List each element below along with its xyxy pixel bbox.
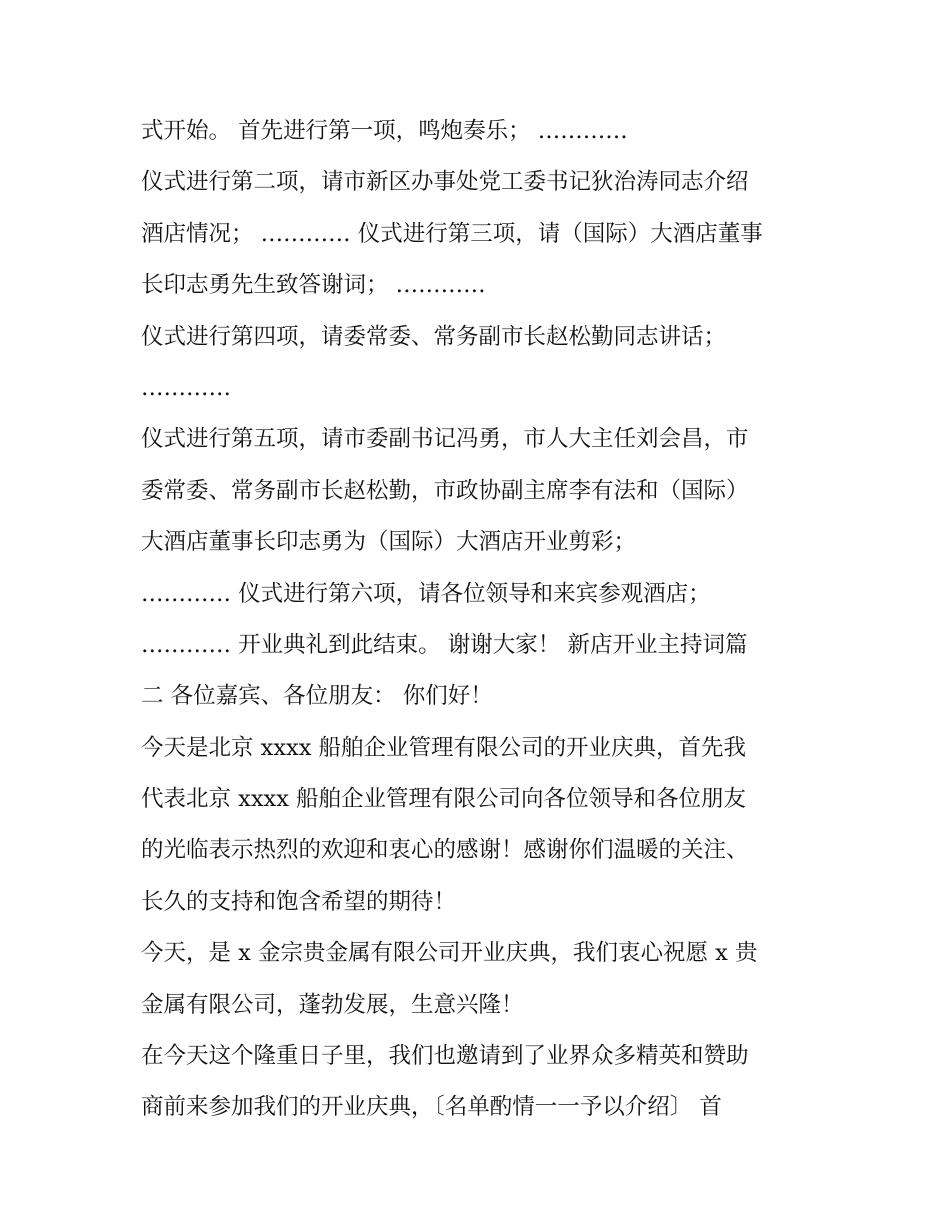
text-line: 商前来参加我们的开业庆典，〔名单酌情一一予以介绍〕 首: [141, 1094, 722, 1121]
text-line: ………… 开业典礼到此结束。 谢谢大家！ 新店开业主持词篇: [141, 631, 748, 658]
text-line: 仪式进行第二项，请市新区办事处党工委书记狄治涛同志介绍: [141, 169, 749, 196]
text-line: 长印志勇先生致答谢词； …………: [141, 272, 486, 299]
text-line: 酒店情况； ………… 仪式进行第三项，请（国际）大酒店董事: [141, 220, 763, 247]
text-line: 今天，是 x 金宗贵金属有限公司开业庆典，我们衷心祝愿 x 贵: [141, 940, 758, 967]
document-body: [141, 106, 821, 1134]
text-line: 代表北京 xxxx 船舶企业管理有限公司向各位领导和各位朋友: [141, 786, 747, 813]
text-line: 式开始。 首先进行第一项，鸣炮奏乐； …………: [141, 118, 628, 144]
text-line: 的光临表示热烈的欢迎和衷心的感谢！感谢你们温暖的关注、: [141, 837, 749, 864]
text-line: ………… 仪式进行第六项，请各位领导和来宾参观酒店；: [141, 580, 711, 607]
text-line: …………: [141, 374, 231, 401]
text-line: 金属有限公司，蓬勃发展，生意兴隆！: [141, 991, 524, 1018]
text-line: 在今天这个隆重日子里，我们也邀请到了业界众多精英和赞助: [141, 1043, 749, 1070]
text-line: 二 各位嘉宾、各位朋友： 你们好！: [141, 683, 493, 710]
text-line: 长久的支持和饱含希望的期待！: [141, 888, 457, 915]
text-line: 委常委、常务副市长赵松勤，市政协副主席李有法和（国际）: [141, 477, 749, 504]
text-line: 仪式进行第五项，请市委副书记冯勇，市人大主任刘会昌，市: [141, 426, 749, 453]
text-line: 今天是北京 xxxx 船舶企业管理有限公司的开业庆典，首先我: [141, 734, 747, 761]
text-line: 仪式进行第四项，请委常委、常务副市长赵松勤同志讲话；: [141, 323, 727, 350]
text-line: 大酒店董事长印志勇为（国际）大酒店开业剪彩；: [141, 529, 637, 556]
